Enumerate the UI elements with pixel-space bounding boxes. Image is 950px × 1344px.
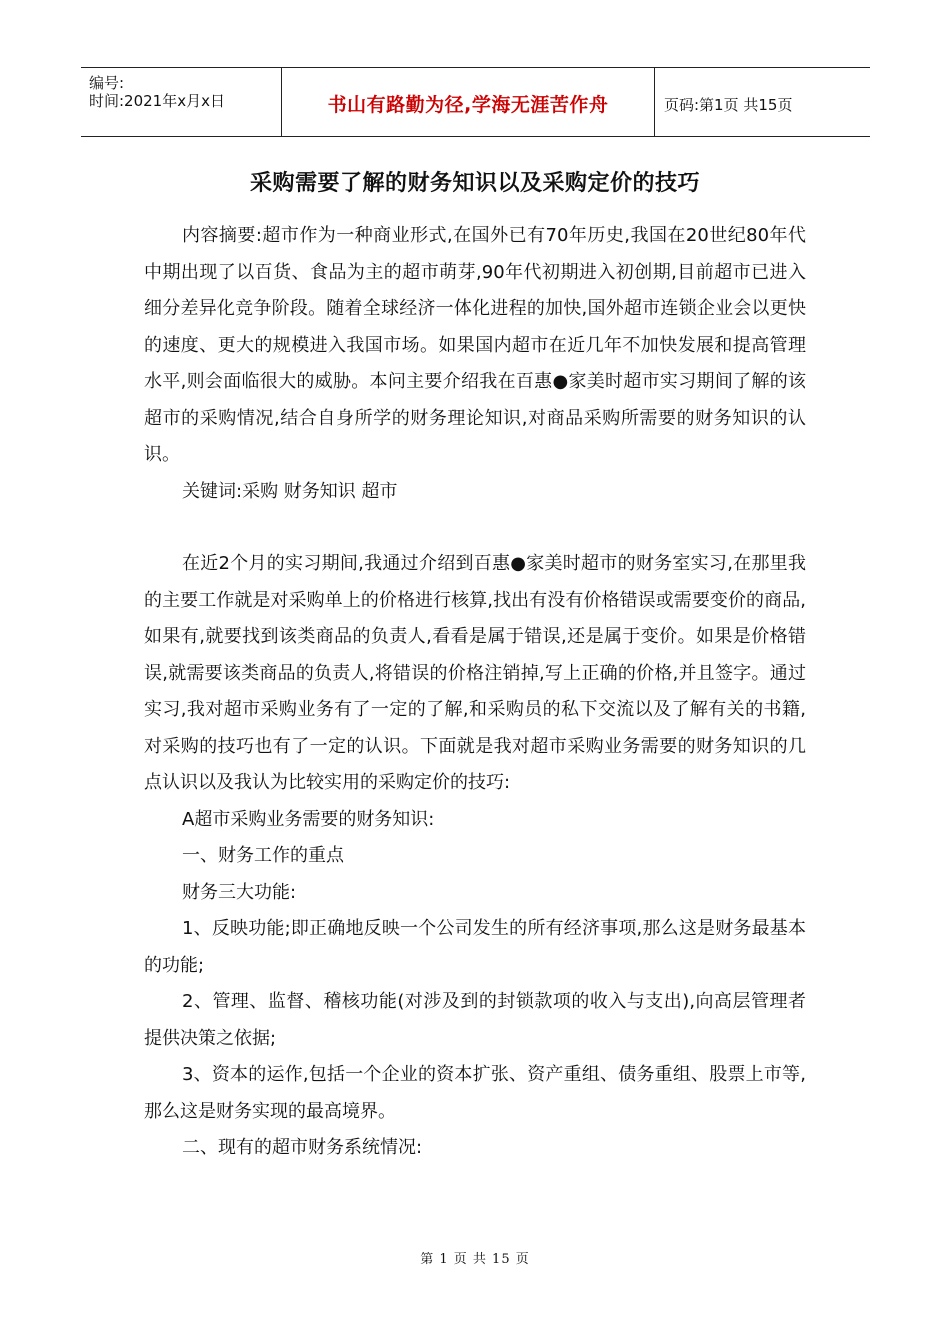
header-page-cell — [654, 68, 870, 136]
header-motto-cell — [281, 68, 655, 136]
page-footer: 第 1 页 共 15 页 — [420, 1252, 530, 1267]
document-header — [81, 67, 870, 137]
section-a-heading: A超市采购业务需要的财务知识: — [182, 808, 435, 830]
header-motto: 书山有路勤为径,学海无涯苦作舟 — [327, 94, 609, 116]
document-title: 采购需要了解的财务知识以及采购定价的技巧 — [249, 171, 700, 196]
keywords-paragraph: 关键词:采购 财务知识 超市 — [182, 480, 398, 502]
function-item-1: 1、反映功能;即正确地反映一个公司发生的所有经济事项,那么这是财务最基本的功能; — [144, 918, 806, 976]
function-item-3: 3、资本的运作,包括一个企业的资本扩张、资产重组、债务重组、股票上市等,那么这是财务实现的最高境界。 — [144, 1064, 806, 1122]
header-meta-cell — [81, 68, 281, 136]
document-number-label: 编号: — [89, 74, 125, 92]
header-page-info: 页码:第1页 共15页 — [664, 96, 793, 114]
abstract-paragraph: 内容摘要:超市作为一种商业形式,在国外已有70年历史,我国在20世纪80年代中期出现了以百货、食品为主的超市萌芽,90年代初期进入初创期,目前超市已进入细分差异化竞争阶段。随着全球经济一体化进程的加快,国外超市连锁企业会以更快的速度、更大的规模进入我国市场。如果国内超市在近几年不加快发展和提高管理水平,则会面临很大的威胁。本问主要介绍我在百惠●家美时超市实习期间了解的该超市的采购情况,结合自身所学的财务理论知识,对商品采购所需要的财务知识的认识。 — [144, 225, 806, 465]
heading-one: 一、财务工作的重点 — [182, 845, 344, 866]
three-functions-label: 财务三大功能: — [182, 881, 297, 903]
document-time-label: 时间:2021年x月x日 — [89, 92, 225, 110]
function-item-2: 2、管理、监督、稽核功能(对涉及到的封锁款项的收入与支出),向高层管理者提供决策之依据; — [144, 991, 806, 1049]
intro-paragraph: 在近2个月的实习期间,我通过介绍到百惠●家美时超市的财务室实习,在那里我的主要工作就是对采购单上的价格进行核算,找出有没有价格错误或需要变价的商品,如果有,就要找到该类商品的负责人,看看是属于错误,还是属于变价。如果是价格错误,就需要该类商品的负责人,将错误的价格注销掉,写上正确的价格,并且签字。通过实习,我对超市采购业务有了一定的了解,和采购员的私下交流以及了解有关的书籍,对采购的技巧也有了一定的认识。下面就是我对超市采购业务需要的财务知识的几点认识以及我认为比较实用的采购定价的技巧: — [144, 553, 806, 793]
heading-two: 二、现有的超市财务系统情况: — [182, 1137, 423, 1158]
document-body — [144, 218, 806, 1167]
